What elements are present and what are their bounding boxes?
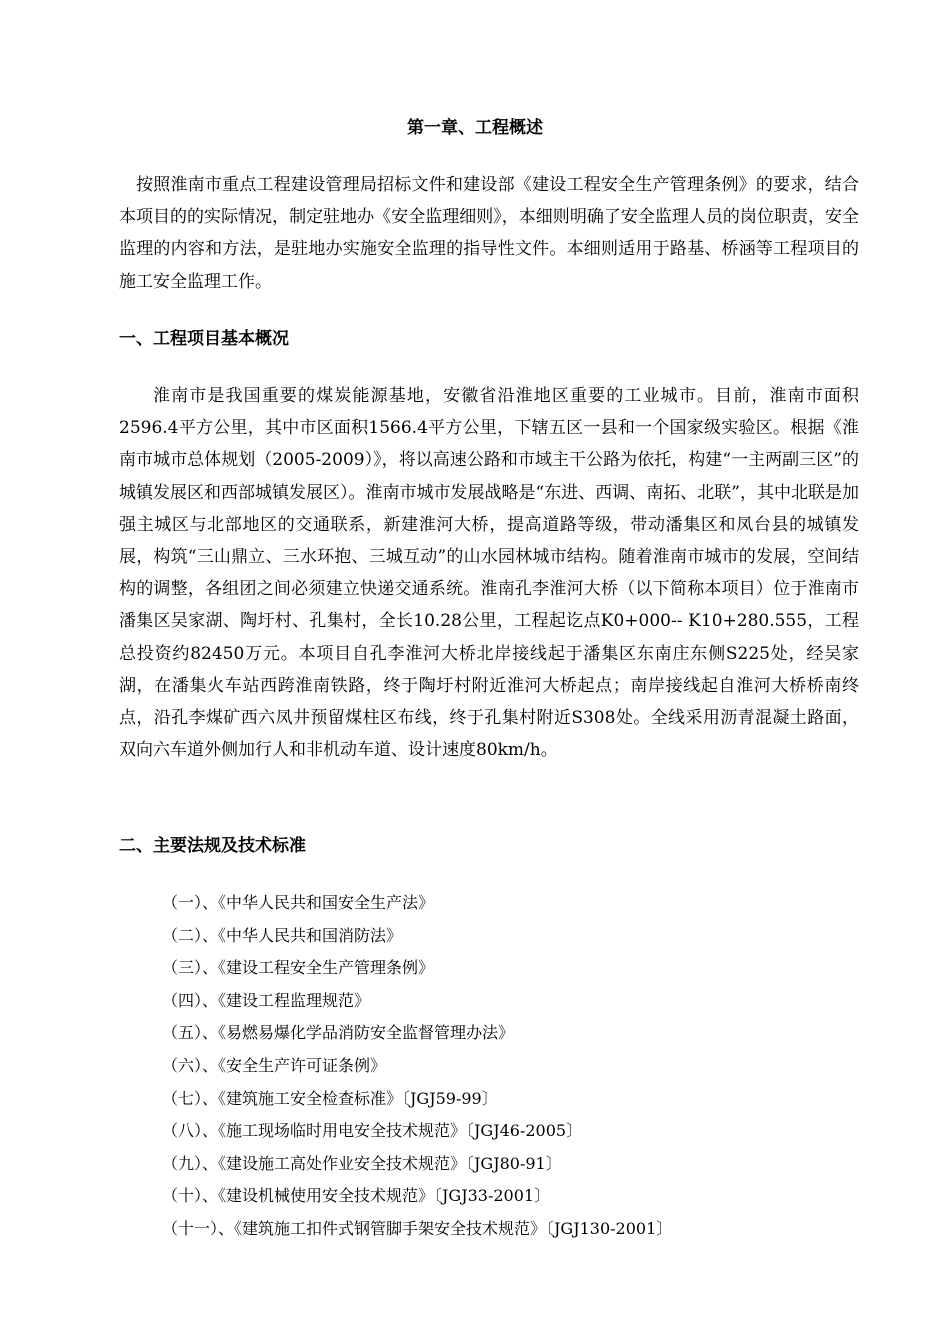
regulations-list xyxy=(162,887,672,1246)
list-item: （四）、《建设工程监理规范》 xyxy=(162,990,371,1010)
project-overview-paragraph: 淮南市是我国重要的煤炭能源基地，安徽省沿淮地区重要的工业城市。目前，淮南市面积2596.4平方公里，其中市区面积1566.4平方公里，下辖五区一县和一个国家级实验区。根据《淮南市城市总体规划（2005-2009）》，将以高速公路和市域主干公路为依托，构建“一主两副三区”的城镇发展区和西部城镇发展区）。淮南市城市发展战略是“东进、西调、南拓、北联”，其中北联是加强主城区与北部地区的交通联系，新建淮河大桥，提高道路等级，带动潘集区和凤台县的城镇发展，构筑“三山鼎立、三水环抱、三城互动”的山水园林城市结构。随着淮南市城市的发展，空间结构的调整，各组团之间必须建立快递交通系统。淮南孔李淮河大桥（以下简称本项目）位于淮南市潘集区吴家湖、陶圩村、孔集村，全长10.28公里，工程起讫点K0+000-- K10+280.555，工程总投资约82450万元。本项目自孔李淮河大桥北岸接线起于潘集区东南庄东侧S225处，经吴家湖，在潘集火车站西跨淮南铁路，终于陶圩村附近淮河大桥起点；南岸接线起自淮河大桥桥南终点，沿孔李煤矿西六凤井预留煤柱区布线，终于孔集村附近S308处。全线采用沥青混凝土路面，双向六车道外侧加行人和非机动车道、设计速度80km/h。 xyxy=(119,386,859,761)
intro-paragraph: 按照淮南市重点工程建设管理局招标文件和建设部《建设工程安全生产管理条例》的要求，结合本项目的的实际情况，制定驻地办《安全监理细则》，本细则明确了安全监理人员的岗位职责，安全监理的内容和方法，是驻地办实施安全监理的指导性文件。本细则适用于路基、桥涵等工程项目的施工安全监理工作。 xyxy=(119,175,859,292)
list-item: （三）、《建设工程安全生产管理条例》 xyxy=(162,958,435,978)
list-item: （十一）、《建筑施工扣件式钢管脚手架安全技术规范》〔JGJ130-2001〕 xyxy=(162,1218,673,1238)
list-item: （六）、《安全生产许可证条例》 xyxy=(162,1055,387,1075)
chapter-title: 第一章、工程概述 xyxy=(407,118,543,138)
list-item: （二）、《中华人民共和国消防法》 xyxy=(162,925,403,945)
list-item: （七）、《建筑施工安全检查标准》〔JGJ59-99〕 xyxy=(162,1088,498,1108)
list-item: （八）、《施工现场临时用电安全技术规范》〔JGJ46-2005〕 xyxy=(162,1121,583,1141)
section-heading-regulations: 二、主要法规及技术标准 xyxy=(119,836,306,856)
list-item: （十）、《建设机械使用安全技术规范》〔JGJ33-2001〕 xyxy=(162,1186,551,1206)
section-heading-project-overview: 一、工程项目基本概况 xyxy=(119,329,289,349)
list-item: （九）、《建设施工高处作业安全技术规范》〔JGJ80-91〕 xyxy=(162,1153,562,1173)
list-item: （一）、《中华人民共和国安全生产法》 xyxy=(162,893,435,912)
list-item: （五）、《易燃易爆化学品消防安全监督管理办法》 xyxy=(162,1023,515,1043)
